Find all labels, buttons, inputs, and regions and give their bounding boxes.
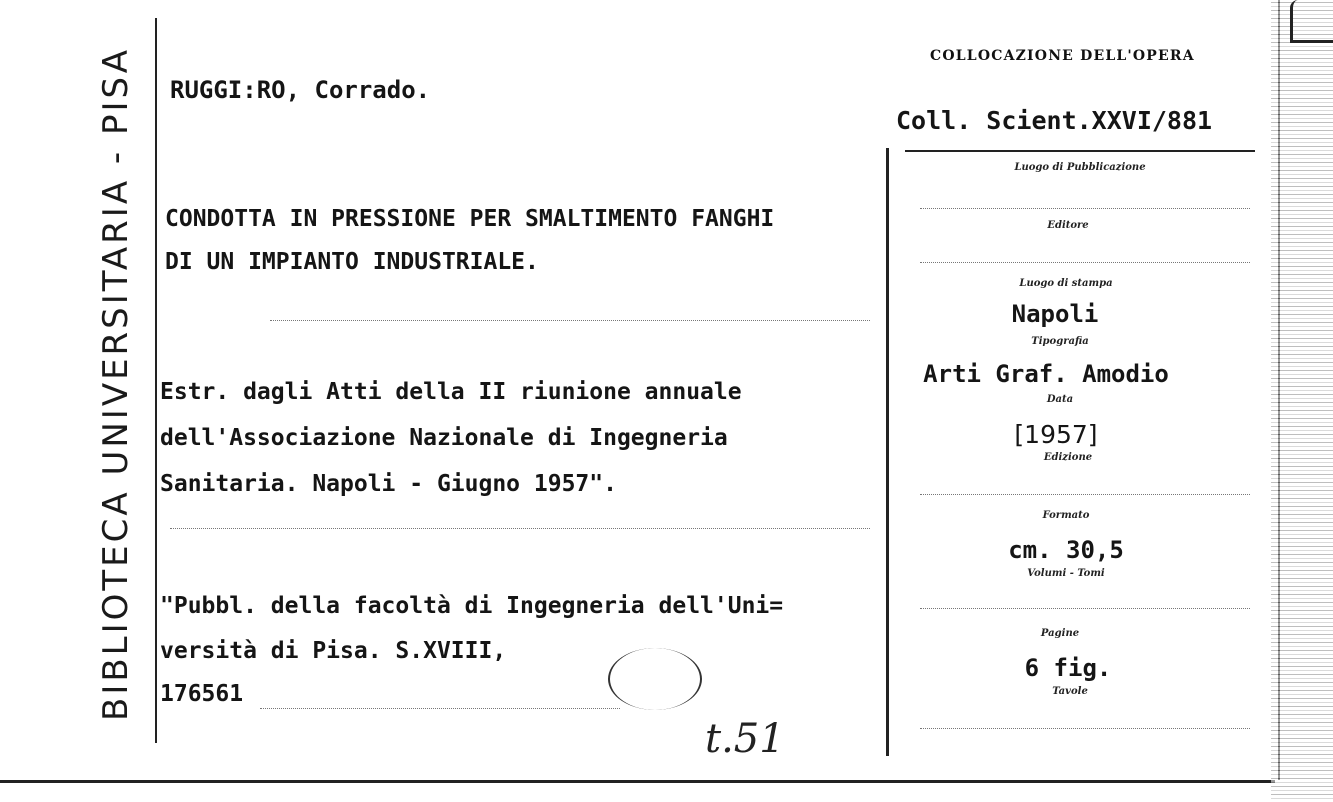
library-stamp: BIBLIOTECA UNIVERSITARIA - PISA <box>96 47 136 721</box>
scan-edge <box>1271 0 1333 802</box>
value-luogo-stampa: Napoli <box>1011 300 1099 328</box>
label-luogo-pubblicazione: Luogo di Pubblicazione <box>1014 162 1146 173</box>
author-heading: RUGGI:RO, Corrado. <box>170 76 431 104</box>
note-line-3: Sanitaria. Napoli - Giugno 1957". <box>160 471 617 497</box>
scan-corner <box>1290 0 1333 43</box>
note-line-2: dell'Associazione Nazionale di Ingegneria <box>160 425 728 451</box>
label-edizione: Edizione <box>1043 452 1093 463</box>
label-formato: Formato <box>1042 510 1090 521</box>
label-data: Data <box>1046 394 1074 405</box>
label-pagine: Pagine <box>1040 628 1080 639</box>
title-line-1: CONDOTTA IN PRESSIONE PER SMALTIMENTO FANGHI <box>165 206 775 232</box>
label-editore: Editore <box>1047 220 1089 231</box>
label-tavole: Tavole <box>1052 686 1088 697</box>
series-volume-blank <box>608 648 702 710</box>
guide-line <box>260 708 620 709</box>
series-line-1: "Pubbl. della facoltà di Ingegneria dell'Uni= <box>160 593 784 619</box>
guide-line <box>920 208 1250 209</box>
series-line-2: versità di Pisa. S.XVIII, <box>160 638 507 664</box>
shelfmark: Coll. Scient.XXVI/881 <box>896 106 1213 135</box>
label-luogo-stampa: Luogo di stampa <box>1019 278 1113 289</box>
guide-line <box>170 528 870 529</box>
value-tipografia: Arti Graf. Amodio <box>923 360 1169 388</box>
guide-line <box>920 262 1250 263</box>
panel-divider-rule <box>886 148 889 756</box>
accession-number: 176561 <box>160 681 244 707</box>
label-volumi: Volumi - Tomi <box>1027 568 1105 579</box>
collocazione-heading: COLLOCAZIONE DELL'OPERA <box>930 48 1195 64</box>
title-line-2: DI UN IMPIANTO INDUSTRIALE. <box>165 249 539 275</box>
value-pagine: 6 fig. <box>1024 654 1112 682</box>
guide-line <box>920 728 1250 729</box>
value-data: [1957] <box>1014 420 1098 449</box>
bottom-rule <box>0 780 1275 783</box>
value-formato: cm. 30,5 <box>1008 536 1124 564</box>
panel-top-rule <box>905 150 1255 152</box>
label-tipografia: Tipografia <box>1031 336 1089 347</box>
guide-line <box>920 494 1250 495</box>
left-margin-rule <box>155 18 157 743</box>
note-line-1: Estr. dagli Atti della II riunione annuale <box>160 379 742 405</box>
guide-line <box>920 608 1250 609</box>
handwritten-mark: t.51 <box>705 716 785 762</box>
guide-line <box>270 320 870 321</box>
